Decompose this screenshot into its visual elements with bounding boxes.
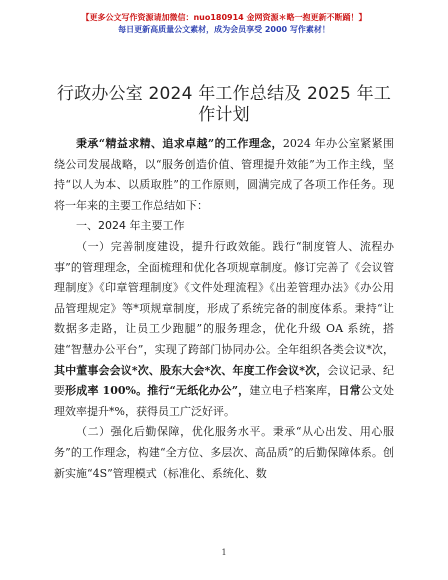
para1-bold-3: 日常 — [338, 384, 361, 398]
section-1-heading: 一、2024 年主要工作 — [76, 219, 185, 233]
intro-bold-text: 秉承“精益求精、追求卓越”的工作理念， — [76, 137, 283, 150]
section-1-paragraph-2: （二）强化后勤保障，优化服务水平。秉承“从心出发、用心服务”的工作理念，构建“全方位、多层次、高品质”的后勤保障体系。创新实施“4S”管理模式（标准化、系统化、数 — [54, 425, 394, 480]
page-number: 1 — [221, 548, 227, 557]
intro-paragraph — [54, 134, 394, 216]
document-body — [54, 134, 394, 484]
para1-bold-1: 其中董事会会议*次、股东大会*次、年度工作会议*次， — [54, 363, 328, 377]
para1-text-e: 公文处理效率提升*%，获得员工广泛好评。 — [54, 384, 395, 418]
para1-text-d: 建立电子档案库， — [249, 384, 339, 398]
promo-banner-line-2: 每日更新高质量公文素材，成为会员享受 2000 写作素材！ — [118, 25, 330, 34]
para1-bold-2: 形成率 100%。推行“无纸化办公”， — [65, 384, 250, 398]
para1-text-a: （一）完善制度建设，提升行政效能。践行“制度管人、流程办事”的管理理念，全面梳理和优化各项规章制度。修订完善了《会议管理制度》《印章管理制度》《文件处理流程》《出差管理办法》《办公用品管理规定》等*项规章制度，形成了系统完备的制度体系。秉持“让数据多走路，让员工少跑腿”的服务理念，优化升级 OA 系统，搭建“智慧办公平台”，实现了跨部门协同办公。全年组织各类会议*次， — [54, 239, 394, 356]
intro-text: 2024 年办公室紧紧围绕公司发展战略，以“服务创造价值、管理提升效能”为工作主线，坚持“以人为本、以质取胜”的工作原则，圆满完成了各项工作任务。现将一年来的主要工作总结如下： — [54, 137, 394, 212]
promo-banner-line-1: 【更多公文写作资源请加微信：nuo180914 金网资源＊略一抱更新不断踊！】 — [81, 13, 367, 22]
document-title: 行政办公室 2024 年工作总结及 2025 年工作计划 — [56, 84, 392, 125]
para1-text-c: 会议记录、纪要 — [54, 363, 394, 398]
section-1-paragraph-1 — [54, 237, 394, 422]
promo-banner — [0, 12, 448, 36]
